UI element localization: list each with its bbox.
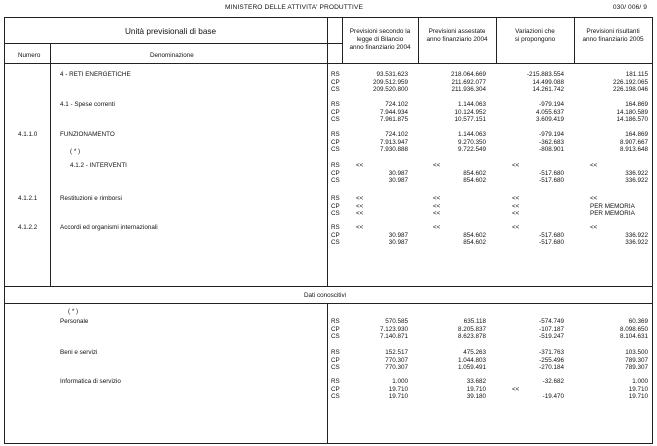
row-denomination: 4.1.2 - INTERVENTI	[70, 162, 127, 169]
row-denomination: 4 - RETI ENERGETICHE	[60, 71, 131, 78]
upper-group-5-cell: <<	[590, 195, 598, 202]
upper-group-4-cell: <<	[433, 162, 441, 169]
upper-group-5-cell: <<	[356, 195, 364, 202]
column-header-1-line-1: Previsioni secondo la	[349, 28, 411, 35]
lower-group-1-row-type: CP	[331, 325, 340, 333]
lower-group-2-cell: 770.307	[385, 356, 408, 364]
upper-group-5-cell: <<	[512, 210, 520, 218]
upper-group-6-row-type: CP	[331, 231, 340, 239]
upper-group-5-cell: <<	[433, 202, 441, 210]
upper-group-1-row-type: RS	[331, 71, 340, 78]
upper-group-4-row-type: CP	[331, 169, 340, 177]
lower-group-3-cell: -19.470	[542, 393, 564, 401]
upper-group-1-cell: -215.883.554	[526, 71, 564, 78]
upper-group-3-cell: 7.913.947	[379, 138, 408, 146]
lower-group-3-row-type: CS	[331, 393, 340, 401]
upper-group-3-cell: -979.194	[539, 131, 564, 138]
row-number: 4.1.2.1	[18, 195, 38, 202]
upper-group-3-cell: -808.901	[539, 146, 564, 154]
lower-group-1-cell: 8.205.837	[457, 325, 486, 333]
upper-group-2-cell: 3.609.419	[535, 116, 564, 124]
upper-group-6-cell: 336.922	[625, 231, 648, 239]
upper-group-1-cell: 211.692.077	[451, 78, 486, 86]
lower-group-3-cell: 33.682	[466, 378, 486, 385]
upper-group-2-row-type: CS	[331, 116, 340, 124]
upper-group-3-cell: 8.913.648	[619, 146, 648, 154]
upper-group-2-cell: 164.869	[625, 101, 648, 108]
lower-group-2-cell: 103.500	[625, 349, 648, 356]
upper-group-2-cell: 7.961.875	[379, 116, 408, 124]
upper-group-1-cell: 181.115	[625, 71, 648, 78]
upper-group-5-row-type: CP	[331, 202, 340, 210]
lower-group-3-cell: -32.682	[542, 378, 564, 385]
lower-group-2-row-type: CS	[331, 364, 340, 372]
lower-group-3-row-type: CP	[331, 385, 340, 393]
lower-group-2-row-type: CP	[331, 356, 340, 364]
upper-group-6-cell: 30.987	[388, 239, 408, 247]
upper-group-3-cell: 8.907.667	[619, 138, 648, 146]
dati-label: Beni e servizi	[60, 349, 98, 356]
upper-group-1-cell: 226.192.065	[612, 78, 648, 86]
upper-group-3-row-type: CP	[331, 138, 340, 146]
numero-divider	[50, 43, 51, 286]
dati-conoscitivi-heading: Dati conoscitivi	[304, 292, 346, 299]
upper-group-5-cell: <<	[433, 210, 441, 218]
upper-group-2-cell: 10.577.151	[454, 116, 486, 124]
upper-group-2-cell: 1.144.063	[457, 101, 486, 108]
upper-group-4-cell: 30.987	[388, 177, 408, 185]
upper-group-3-cell: 164.869	[625, 131, 648, 138]
upper-group-1-cell: 209.512.959	[372, 78, 408, 86]
upper-group-3-cell: 7.930.888	[379, 146, 408, 154]
col1-left-divider	[342, 17, 343, 63]
upper-group-4-cell: <<	[356, 162, 364, 169]
upper-group-6-cell: <<	[590, 224, 598, 231]
lower-group-2-cell: 475.263	[463, 349, 486, 356]
upper-group-2-cell: 10.124.952	[454, 108, 486, 116]
upper-group-6-cell: 854.602	[463, 239, 486, 247]
lower-group-3-cell: 39.180	[466, 393, 486, 401]
upper-group-5-row-type: CS	[331, 210, 340, 218]
lower-group-3-cell: 19.710	[388, 385, 408, 393]
upper-group-4-row-type: CS	[331, 177, 340, 185]
lower-group-1-row-type: RS	[331, 318, 340, 325]
row-number: 4.1.1.0	[18, 131, 38, 138]
lower-group-1-cell: 570.585	[385, 318, 408, 325]
lower-group-2-cell: 770.307	[385, 364, 408, 372]
upper-group-4-cell: <<	[512, 162, 520, 169]
upper-group-4-cell: 854.602	[463, 169, 486, 177]
lower-group-3-cell: 19.710	[388, 393, 408, 401]
upper-group-5-cell: <<	[512, 202, 520, 210]
dati-top-rule	[4, 286, 653, 287]
upper-group-4-cell: <<	[590, 162, 598, 169]
col-divider-3	[496, 17, 497, 63]
upper-group-3-cell: 1.144.063	[457, 131, 486, 138]
col-divider-2	[418, 17, 419, 63]
upper-group-1-cell: 211.936.304	[451, 86, 486, 94]
lower-group-2-cell: -270.184	[539, 364, 564, 372]
upper-group-3-row-type: CS	[331, 146, 340, 154]
upper-group-2-cell: 7.944.934	[379, 108, 408, 116]
denominazione-header: Denominazione	[150, 52, 194, 59]
upper-group-6-cell: <<	[433, 224, 441, 231]
upper-group-1-cell: 93.531.623	[376, 71, 408, 78]
upper-group-2-row-type: RS	[331, 101, 340, 108]
upper-group-1-cell: 14.499.088	[532, 78, 564, 86]
lower-group-3-cell: 19.710	[466, 385, 486, 393]
lower-group-2-cell: -255.496	[539, 356, 564, 364]
row-denomination: Restituzioni e rimborsi	[60, 195, 122, 202]
upper-group-4-cell: 336.922	[625, 177, 648, 185]
upper-group-5-cell: <<	[433, 195, 441, 202]
column-header-3-line-2: si propongono	[514, 36, 556, 43]
upper-group-5-cell: <<	[356, 202, 364, 210]
upper-group-1-row-type: CP	[331, 78, 340, 86]
lower-group-1-cell: 8.098.650	[619, 325, 648, 333]
numero-header: Numero	[18, 52, 41, 59]
lower-group-2-cell: 152.517	[385, 349, 408, 356]
lower-group-1-cell: -519.247	[539, 333, 564, 341]
row-denomination: ( * )	[70, 148, 81, 155]
upper-group-4-row-type: RS	[331, 162, 340, 169]
upper-group-3-cell: -362.683	[539, 138, 564, 146]
upper-group-6-row-type: RS	[331, 224, 340, 231]
upper-group-5-row-type: RS	[331, 195, 340, 202]
upper-group-2-cell: 14.186.570	[616, 116, 648, 124]
lower-group-2-cell: -371.763	[539, 349, 564, 356]
lower-group-2-cell: 1.059.491	[457, 364, 486, 372]
upper-group-1-cell: 14.261.742	[532, 86, 564, 94]
row-denomination: 4.1 - Spese correnti	[60, 101, 115, 108]
upper-group-5-cell: PER MEMORIA	[590, 210, 635, 218]
lower-group-1-cell: 60.369	[628, 318, 648, 325]
lower-group-2-cell: 789.307	[625, 356, 648, 364]
column-header-2-line-2: anno finanziario 2004	[426, 36, 488, 43]
upper-group-1-row-type: CS	[331, 86, 340, 94]
ministry-header: MINISTERO DELLE ATTIVITA' PRODUTTIVE	[225, 4, 363, 11]
upper-group-6-row-type: CS	[331, 239, 340, 247]
lower-group-1-cell: -107.187	[539, 325, 564, 333]
upper-group-6-cell: -517.680	[539, 231, 564, 239]
col-divider-4	[574, 17, 575, 63]
upper-group-1-cell: 226.198.046	[612, 86, 648, 94]
upper-group-6-cell: 30.987	[388, 231, 408, 239]
lower-group-1-cell: 8.623.878	[457, 333, 486, 341]
lower-group-1-cell: 7.123.930	[379, 325, 408, 333]
header-bottom-rule	[4, 63, 653, 64]
row-denomination: FUNZIONAMENTO	[60, 131, 115, 138]
lower-group-3-cell: 19.710	[628, 393, 648, 401]
upper-group-3-cell: 9.722.549	[457, 146, 486, 154]
upper-group-2-row-type: CP	[331, 108, 340, 116]
lower-group-1-row-type: CS	[331, 333, 340, 341]
dati-bottom-rule	[4, 303, 653, 304]
upper-group-4-cell: -517.680	[539, 169, 564, 177]
column-header-1-line-2: legge di Bilancio	[356, 36, 404, 43]
dati-label: ( * )	[68, 308, 79, 315]
upper-group-6-cell: <<	[512, 224, 520, 231]
lower-group-1-cell: -574.749	[539, 318, 564, 325]
dati-label: Personale	[60, 318, 89, 325]
upper-group-4-cell: 854.602	[463, 177, 486, 185]
column-header-1-line-3: anno finanziario 2004	[349, 44, 411, 51]
lower-group-3-cell: 1.000	[632, 378, 648, 385]
upper-group-6-cell: 336.922	[625, 239, 648, 247]
lower-group-3-cell: 1.000	[392, 378, 408, 385]
upper-group-5-cell: <<	[512, 195, 520, 202]
lower-group-3-cell: <<	[512, 385, 520, 393]
upper-group-4-cell: 30.987	[388, 169, 408, 177]
lower-group-3-row-type: RS	[331, 378, 340, 385]
title-underline	[4, 43, 342, 44]
upper-group-5-cell: PER MEMORIA	[590, 202, 635, 210]
lower-group-2-cell: 789.307	[625, 364, 648, 372]
upper-group-2-cell: 724.102	[385, 101, 408, 108]
upper-group-6-cell: -517.680	[539, 239, 564, 247]
upper-group-5-cell: <<	[356, 210, 364, 218]
upper-group-2-cell: 4.055.637	[535, 108, 564, 116]
upper-group-4-cell: 336.922	[625, 169, 648, 177]
row-denomination: Accordi ed organismi internazionali	[60, 224, 158, 231]
upper-group-1-cell: 209.520.800	[372, 86, 408, 94]
upper-group-6-cell: <<	[356, 224, 364, 231]
column-header-2-line-1: Previsioni assestate	[428, 28, 486, 35]
lower-group-1-cell: 635.118	[463, 318, 486, 325]
row-number: 4.1.2.2	[18, 224, 38, 231]
upper-group-4-cell: -517.680	[539, 177, 564, 185]
upper-group-6-cell: 854.602	[463, 231, 486, 239]
lower-group-2-row-type: RS	[331, 349, 340, 356]
upper-group-3-row-type: RS	[331, 131, 340, 138]
lower-group-3-cell: 19.710	[628, 385, 648, 393]
upper-group-1-cell: 218.064.669	[450, 71, 486, 78]
lower-group-1-cell: 7.140.871	[379, 333, 408, 341]
lower-group-2-cell: 1.044.803	[457, 356, 486, 364]
column-header-4-line-2: anno finanziario 2005	[582, 36, 644, 43]
lower-group-1-cell: 8.104.631	[619, 333, 648, 341]
upper-group-3-cell: 724.102	[385, 131, 408, 138]
page-code: 030/ 006/ 9	[612, 4, 647, 11]
dati-label: Informatica di servizio	[60, 378, 121, 385]
column-header-4-line-1: Previsioni risultanti	[586, 28, 640, 35]
upper-group-2-cell: -979.194	[539, 101, 564, 108]
upper-group-3-cell: 9.270.350	[457, 138, 486, 146]
upper-group-2-cell: 14.180.589	[616, 108, 648, 116]
column-header-3-line-1: Variazioni che	[515, 28, 555, 35]
table-title: Unità previsionali di base	[125, 27, 217, 36]
